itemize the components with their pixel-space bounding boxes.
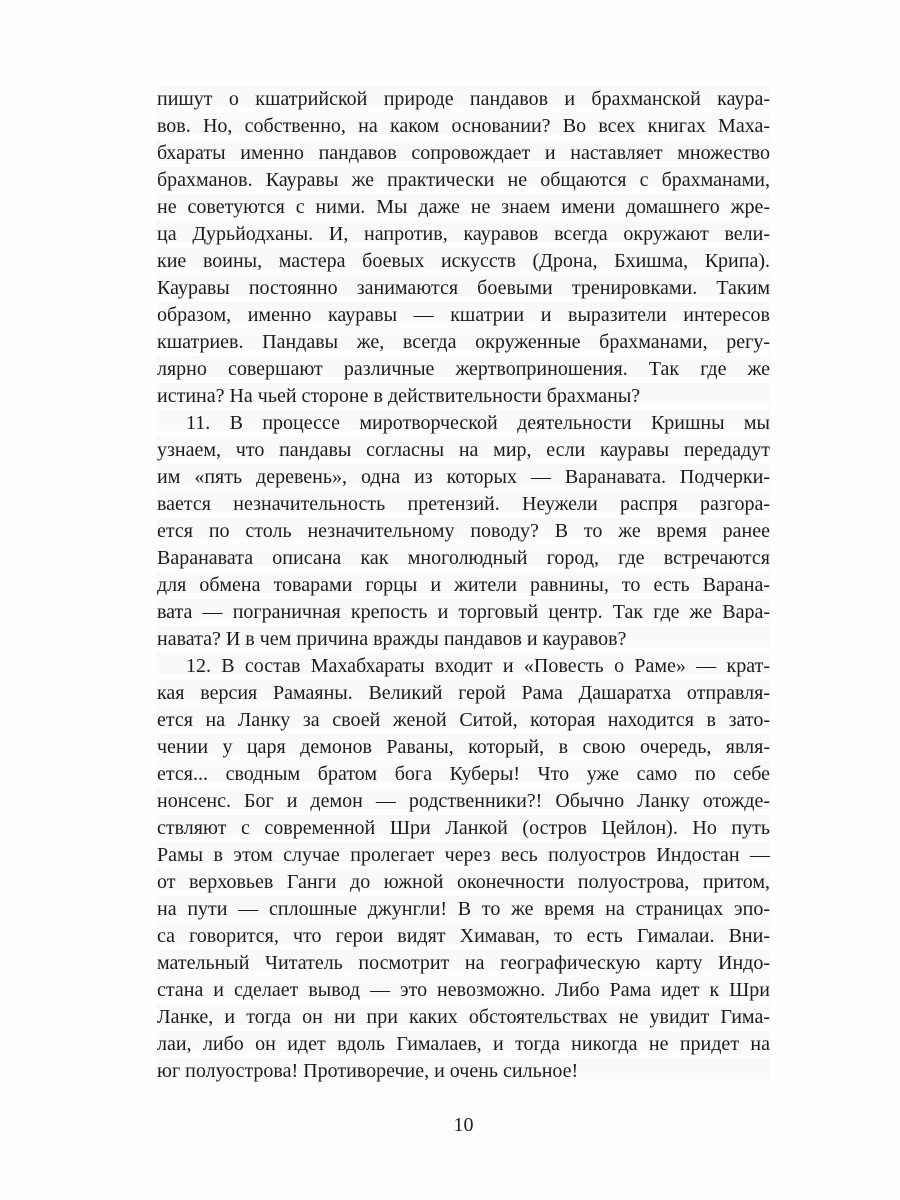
text-block: [157, 86, 770, 1085]
text-line: вов. Но, собственно, на каком основании? Во всех книгах Маха-: [157, 115, 770, 137]
text-line: им «пять деревень», одна из которых — Варанавата. Подчерки-: [157, 466, 770, 488]
text-line: бхараты именно пандавов сопровождает и наставляет множество: [157, 142, 770, 164]
text-line: чении у царя демонов Раваны, который, в свою очередь, явля-: [157, 736, 770, 758]
text-line: навата? И в чем причина вражды пандавов и кауравов?: [157, 628, 627, 650]
text-line: брахманов. Кауравы же практически не общаются с брахманами,: [157, 169, 770, 191]
text-line: на пути — сплошные джунгли! В то же время на страницах эпо-: [157, 898, 770, 920]
text-line: истина? На чьей стороне в действительности брахманы?: [157, 385, 641, 407]
text-line: Кауравы постоянно занимаются боевыми тренировками. Таким: [157, 277, 770, 299]
paragraph: [157, 86, 770, 410]
text-line: кшатриев. Пандавы же, всегда окруженные брахманами, регу-: [157, 331, 770, 353]
page-number: 10: [453, 1114, 474, 1136]
text-line: Ланке, и тогда он ни при каких обстоятельствах не увидит Гима-: [157, 1006, 770, 1028]
text-line: кая версия Рамаяны. Великий герой Рама Дашаратха отправля-: [157, 682, 770, 704]
text-line: ется по столь незначительному поводу? В то же время ранее: [157, 520, 770, 542]
text-line: образом, именно кауравы — кшатрии и выразители интересов: [157, 304, 770, 326]
text-line: для обмена товарами горцы и жители равнины, то есть Варана-: [157, 574, 770, 596]
text-line: вата — пограничная крепость и торговый центр. Так где же Вара-: [157, 601, 770, 623]
text-line: ется на Ланку за своей женой Ситой, которая находится в зато-: [157, 709, 770, 731]
text-line: 11. В процессе миротворческой деятельности Кришны мы: [186, 412, 770, 434]
text-line: ется... сводным братом бога Куберы! Что уже само по себе: [157, 763, 770, 785]
text-line: от верховьев Ганги до южной оконечности полуострова, притом,: [157, 871, 770, 893]
text-line: не советуются с ними. Мы даже не знаем имени домашнего жре-: [157, 196, 770, 218]
text-line: нонсенс. Бог и демон — родственники?! Обычно Ланку отожде-: [157, 790, 770, 812]
text-line: ствляют с современной Шри Ланкой (остров Цейлон). Но путь: [157, 817, 770, 839]
text-line: 12. В состав Махабхараты входит и «Повесть о Раме» — крат-: [186, 655, 770, 677]
text-line: вается незначительность претензий. Неужели распря разгора-: [157, 493, 770, 515]
text-line: кие воины, мастера боевых искусств (Дрона, Бхишма, Крипа).: [157, 250, 770, 272]
text-line: мательный Читатель посмотрит на географическую карту Индо-: [157, 952, 770, 974]
paragraph: [157, 653, 770, 1085]
text-line: са говорится, что герои видят Химаван, то есть Гималаи. Вни-: [157, 925, 770, 947]
text-line: пишут о кшатрийской природе пандавов и брахманской каура-: [157, 88, 770, 110]
text-line: ца Дурьйодханы. И, напротив, кауравов всегда окружают вели-: [157, 223, 770, 245]
text-line: лярно совершают различные жертвоприношения. Так где же: [157, 358, 770, 380]
text-line: юг полуострова! Противоречие, и очень сильное!: [157, 1060, 579, 1082]
text-line: Варанавата описана как многолюдный город, где встречаются: [157, 547, 770, 569]
paragraph: [157, 410, 770, 653]
text-line: Рамы в этом случае пролегает через весь полуостров Индостан —: [157, 844, 770, 866]
text-line: узнаем, что пандавы согласны на мир, если кауравы передадут: [157, 439, 770, 461]
text-line: стана и сделает вывод — это невозможно. Либо Рама идет к Шри: [157, 979, 770, 1001]
text-line: лаи, либо он идет вдоль Гималаев, и тогда никогда не придет на: [157, 1033, 770, 1055]
